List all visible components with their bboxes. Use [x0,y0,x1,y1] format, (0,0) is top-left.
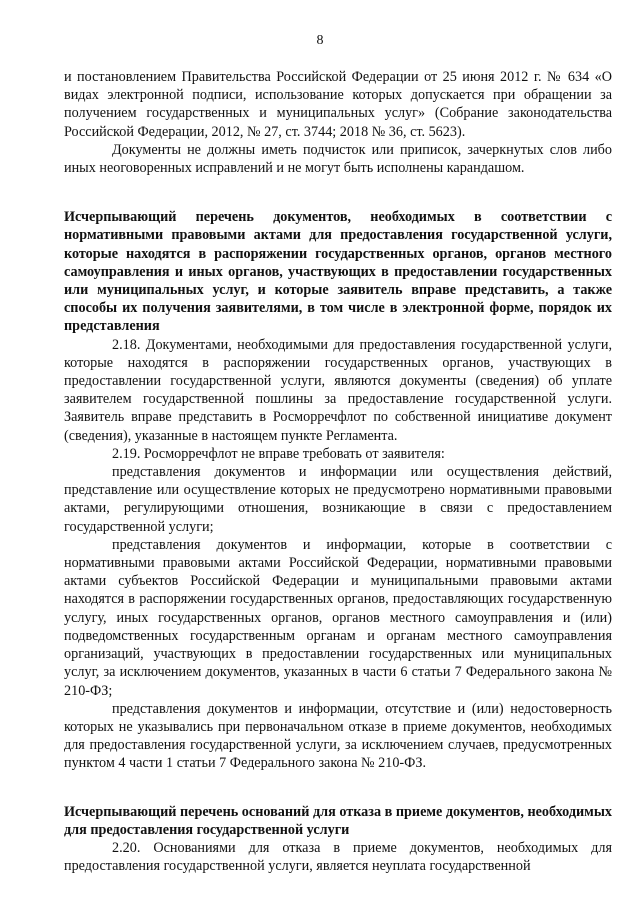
list-item-2: представления документов и информации, которые в соответствии с нормативными правовыми актами Российской Федерации, нормативными правовыми актами субъектов Российской Федерации и муниципальными правовыми актами находятся в распоряжении государственных органов, предоставляющих государственную услугу, иных государственных органов, органов местного самоуправления и (или) подведомственных государственным органам и органам местного самоуправления организаций, участвующих в предоставлении государственных или муниципальных услуг, за исключением документов, указанных в части 6 статьи 7 Федерального закона № 210-ФЗ; [64,536,612,699]
list-item-1: представления документов и информации или осуществления действий, представление или осуществление которых не предусмотрено нормативными правовыми актами, регулирующими отношения, возникающие в связи с предоставлением государственной услуги; [64,464,612,535]
list-item-3: представления документов и информации, отсутствие и (или) недостоверность которых не указывались при первоначальном отказе в приеме документов, необходимых для предоставления государственной услуги, за исключением случаев, предусмотренных пунктом 4 части 1 статьи 7 Федерального закона № 210-ФЗ. [64,700,612,772]
section-heading-refusal-grounds: Исчерпывающий перечень оснований для отказа в приеме документов, необходимых для предоставления государственной услуги [64,803,612,838]
page-number: 8 [316,33,324,48]
section-heading-documents-list: Исчерпывающий перечень документов, необходимых в соответствии с нормативными правовыми актами для предоставления государственной услуги, которые находятся в распоряжении государственных органов, органов местного самоуправления и иных органов, участвующих в предоставлении государственных или муниципальных услуг, и которые заявитель вправе представить, а также способы их получения заявителями, в том числе в электронной форме, порядок их представления [64,209,612,335]
paragraph-2-19: 2.19. Росморречфлот не вправе требовать от заявителя: [112,445,445,462]
paragraph-continuation: и постановлением Правительства Российской Федерации от 25 июня 2012 г. № 634 «О видах электронной подписи, использование которых допускается при обращении за получением государственных и муниципальных услуг» (Собрание законодательства Российской Федерации, 2012, № 27, ст. 3744; 2018 № 36, ст. 5623). [64,69,612,140]
paragraph-2-18: 2.18. Документами, необходимыми для предоставления государственной услуги, которые находятся в распоряжении государственных органов, участвующих в предоставлении государственной услуги, являются документы (сведения) об уплате заявителем государственной пошлины за предоставление государственной услуги. Заявитель вправе представить в Росморречфлот по собственной инициативе документ (сведения), указанные в настоящем пункте Регламента. [64,336,612,444]
paragraph-2-20: 2.20. Основаниями для отказа в приеме документов, необходимых для предоставления государственной услуги, является неуплата государственной [64,839,612,875]
document-body [64,68,612,875]
paragraph-documents-requirements: Документы не должны иметь подчисток или приписок, зачеркнутых слов либо иных неоговоренных исправлений и не могут быть исполнены карандашом. [64,141,612,177]
